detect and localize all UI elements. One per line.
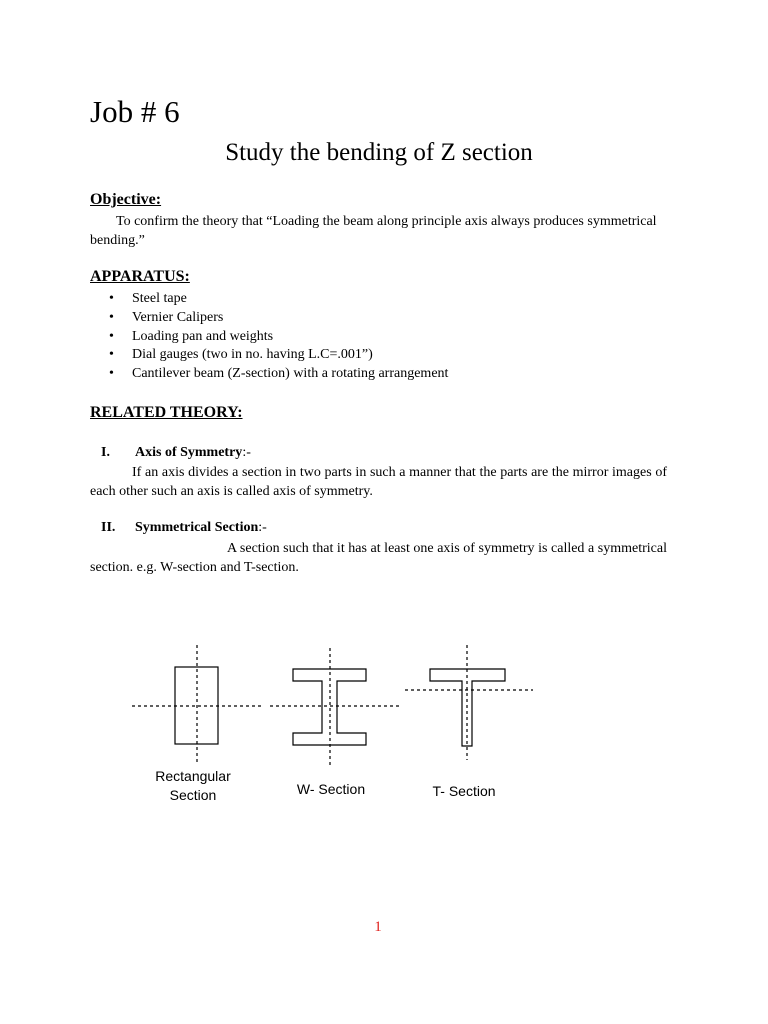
term: Axis of Symmetry [135, 445, 243, 460]
study-title: Study the bending of Z section [225, 139, 533, 166]
objective-heading: Objective: [90, 191, 162, 208]
roman-numeral: I. [101, 445, 110, 460]
rectangular-section-caption [143, 767, 243, 805]
apparatus-item: Dial gauges (two in no. having L.C=.001”) [132, 347, 373, 363]
apparatus-heading: APPARATUS: [90, 268, 190, 285]
caption-line: Rectangular [155, 768, 231, 784]
related-theory-heading: RELATED THEORY: [90, 404, 243, 421]
apparatus-item: Cantilever beam (Z-section) with a rotating arrangement [132, 366, 449, 382]
apparatus-item: Steel tape [132, 291, 187, 306]
bullet-icon: • [109, 366, 114, 382]
symmetrical-section-text: A section such that it has at least one axis of symmetry is called a symmetrical section. e.g. W-section and T-section. [90, 541, 667, 575]
axis-of-symmetry-text: If an axis divides a section in two parts in such a manner that the parts are the mirror images of each other such an axis is called axis of symmetry. [90, 465, 667, 499]
bullet-icon: • [109, 291, 114, 306]
bullet-icon: • [109, 347, 114, 363]
page-number: 1 [374, 919, 382, 935]
term-suffix: :- [242, 445, 251, 460]
caption-line: Section [169, 787, 217, 803]
job-title: Job # 6 [90, 94, 180, 129]
apparatus-item: Loading pan and weights [132, 328, 274, 344]
objective-text: To confirm the theory that “Loading the beam along principle axis always produces symmetrical bending.” [90, 214, 657, 248]
apparatus-item: Vernier Calipers [132, 309, 224, 325]
t-section-caption: T- Section [432, 783, 496, 799]
w-section-caption: W- Section [296, 781, 366, 797]
bullet-icon: • [109, 309, 114, 325]
term-suffix: :- [258, 520, 267, 535]
roman-numeral: II. [101, 520, 116, 535]
bullet-icon: • [109, 328, 114, 344]
term: Symmetrical Section [135, 520, 259, 535]
